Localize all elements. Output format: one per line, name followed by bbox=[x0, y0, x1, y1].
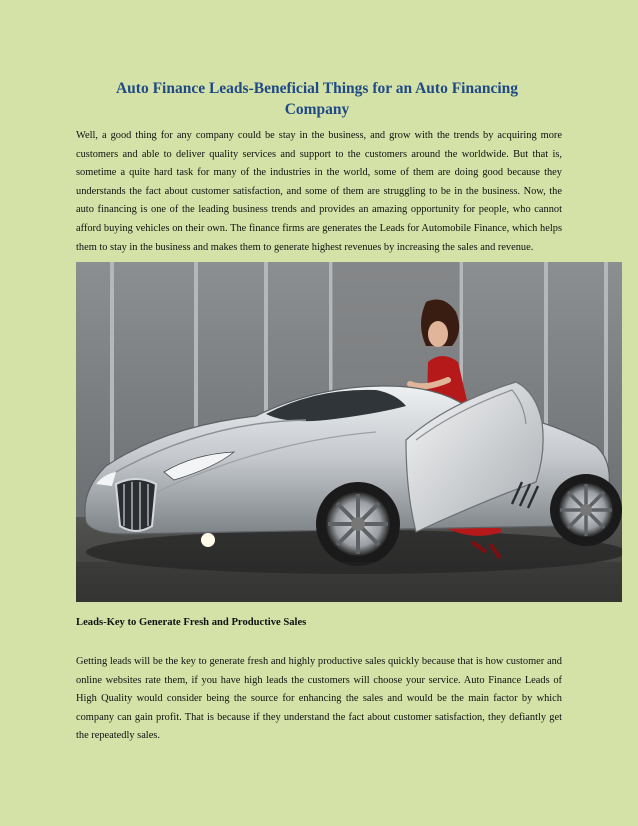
section-paragraph: Getting leads will be the key to generate fresh and highly productive sales quickly because that is how customer and online websites rate them, if you have high leads the customers will choose your service. Auto Finance Leads of High Quality would consider being the source for enhancing the sales and would be the main factor by which company can gain profit. That is because if they understand the fact about customer satisfaction, they defiantly get the repeatedly sales. bbox=[76, 656, 562, 742]
car-photo bbox=[76, 262, 622, 602]
intro-paragraph: Well, a good thing for any company could be stay in the business, and grow with the trends by acquiring more customers and able to deliver quality services and support to the customers around the worldwide. But that is, sometime a quite hard task for many of the industries in the world, some of them are doing good because they understands the fact about customer satisfaction, and some of them are struggling to be in the business. Now, the auto financing is one of the leading business trends and provides an amazing opportunity for people, who cannot afford buying vehicles on their own. The finance firms are generates the Leads for Automobile Finance, which helps them to stay in the business and makes them to generate highest revenues by increasing the sales and revenue. bbox=[76, 130, 562, 253]
page-title: Auto Finance Leads-Beneficial Things for an Auto Financing Company bbox=[115, 80, 519, 118]
section-heading: Leads-Key to Generate Fresh and Productive Sales bbox=[76, 617, 307, 628]
front-wheel bbox=[316, 482, 400, 566]
silver-sports-car-illustration bbox=[76, 262, 622, 602]
rear-wheel bbox=[550, 474, 622, 546]
